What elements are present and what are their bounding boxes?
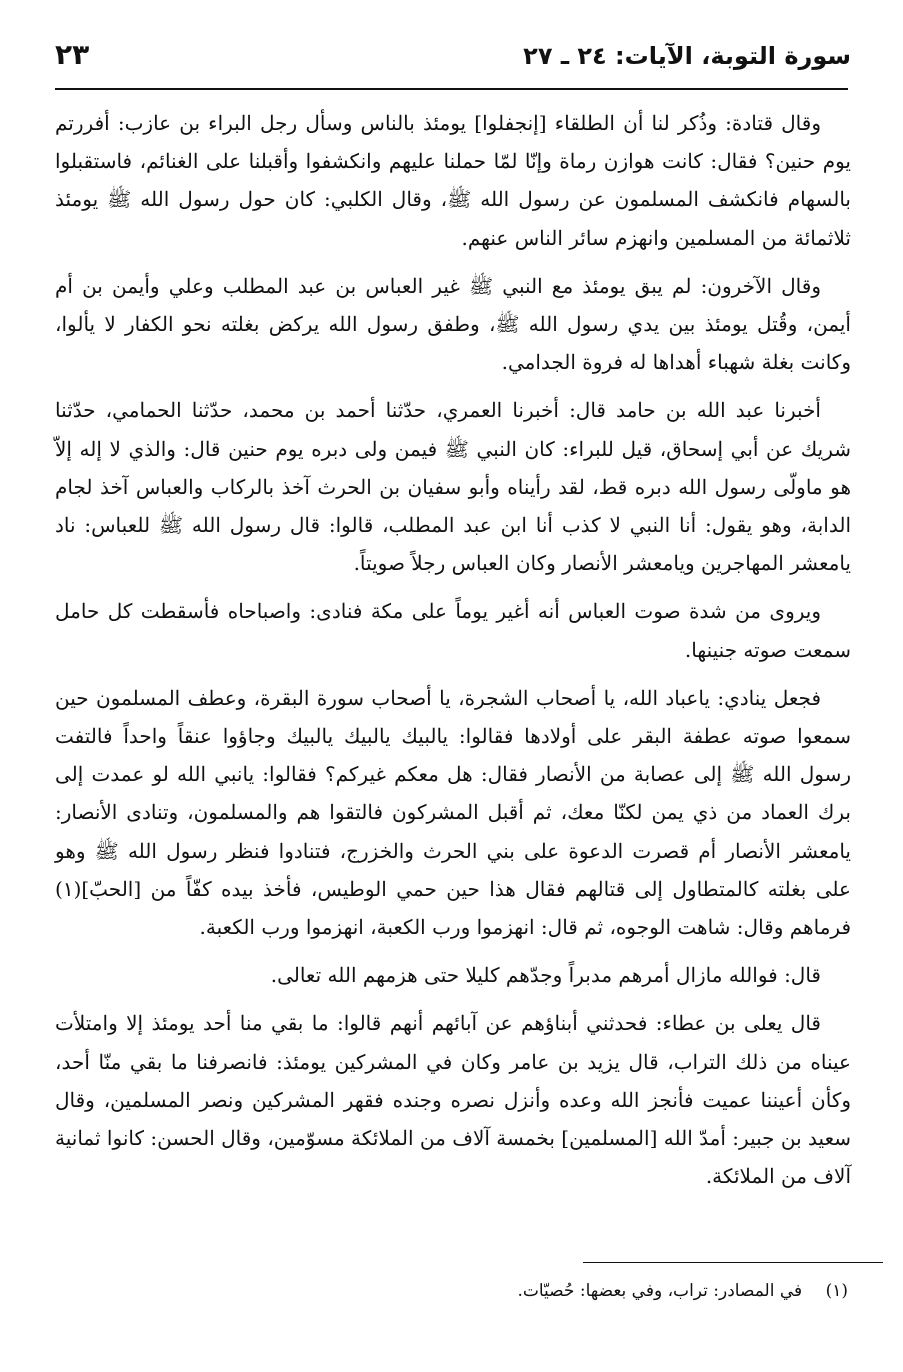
paragraph-call: فجعل ينادي: ياعباد الله، يا أصحاب الشجرة، يا أصحاب سورة البقرة، وعطف المسلمون حين سمعوا صوته عطفة البقر على أولادها فقالوا: يالبيك يالبيك يالبيك وجاؤوا عنقاً واحداً فالتفت رسول الله ﷺ إلى عصابة من الأنصار فقال: هل معكم غيركم؟ فقالوا: يانبي الله لو عمدت إلى برك العماد من ذي يمن لكنّا معك، ثم أقبل المشركون فالتقوا هم والمسلمون، وتنادى الأنصار: يامعشر الأنصار أم قصرت الدعوة على بني الحرث والخزرج، فتنادوا فنظر رسول الله ﷺ وهو على بغلته كالمتطاول إلى قتالهم فقال هذا حين حمي الوطيس، فأخذ بيده كفّاً من [الحبّ](١) فرماهم وقال: شاهت الوجوه، ثم قال: انهزموا ورب الكعبة، انهزموا ورب الكعبة. bbox=[55, 685, 851, 940]
page-number: ٢٣ bbox=[55, 38, 90, 71]
paragraph-abbas-voice: ويروى من شدة صوت العباس أنه أغير يوماً على مكة فنادى: واصباحاه فأسقطت كل حامل سمعت صوته جنينها. bbox=[55, 599, 851, 662]
footnote-text: في المصادر: تراب، وفي بعضها: حُصيّات. bbox=[517, 1281, 803, 1301]
paragraph-isnad: أخبرنا عبد الله بن حامد قال: أخبرنا العمري، حدّثنا أحمد بن محمد، حدّثنا الحمامي، حدّثنا شريك عن أبي إسحاق، قيل للبراء: كان النبي ﷺ فيمن ولى دبره يوم حنين قال: والذي لا إله إلاّ هو ماولّى رسول الله دبره قط، لقد رأيناه وأبو سفيان بن الحرث آخذ بالركاب والعباس آخذ لجام الدابة، وهو يقول: أنا النبي لا كذب أنا ابن عبد المطلب، قالوا: قال رسول الله ﷺ للعباس: ناد يامعشر المهاجرين ويامعشر الأنصار وكان العباس رجلاً صويتاً. bbox=[55, 398, 851, 576]
main-text bbox=[55, 104, 851, 1205]
footnote-number: (١) bbox=[825, 1281, 848, 1301]
header-divider bbox=[55, 88, 848, 90]
paragraph-yala: قال يعلى بن عطاء: فحدثني أبناؤهم عن آبائهم أنهم قالوا: ما بقي منا أحد يومئذ إلا وامتلأت عيناه من ذلك التراب، قال يزيد بن عامر وكان في المشركين يومئذ: فانصرفنا ما بقي منّا أحد، وكأن أعيننا عميت فأنجز الله وعده وأنزل نصره وجنده فقهر المشركين ونصر المسلمين، وقال سعيد بن جبير: أمدّ الله [المسلمين] بخمسة آلاف من الملائكة مسوّمين، وقال الحسن: كانوا ثمانية آلاف من الملائكة. bbox=[55, 1011, 851, 1189]
footnote bbox=[55, 1276, 848, 1306]
footnote-divider bbox=[583, 1262, 883, 1263]
running-title: سورة التوبة، الآيات: ٢٤ ـ ٢٧ bbox=[523, 42, 851, 70]
paragraph-qatada: وقال قتادة: وذُكر لنا أن الطلقاء [إنجفلوا] يومئذ بالناس وسأل رجل البراء بن عازب: أفررتم يوم حنين؟ فقال: كانت هوازن رماة وإنّا لمّا حملنا عليهم وانكشفوا وأقبلنا على الغنائم، فاستقبلوا بالسهام فانكشف المسلمون عن رسول الله ﷺ، وقال الكلبي: كان حول رسول الله ﷺ يومئذ ثلاثمائة من المسلمين وانهزم سائر الناس عنهم. bbox=[55, 111, 851, 250]
page-header bbox=[55, 36, 851, 86]
paragraph-oath: قال: فوالله مازال أمرهم مدبراً وجدّهم كليلا حتى هزمهم الله تعالى. bbox=[270, 963, 821, 988]
paragraph-akharun: وقال الآخرون: لم يبق يومئذ مع النبي ﷺ غير العباس بن عبد المطلب وعلي وأيمن بن أم أيمن، وقُتل يومئذ بين يدي رسول الله ﷺ، وطفق رسول الله يركض بغلته نحو الكفار لا يألوا، وكانت بغلة شهباء أهداها له فروة الجدامي. bbox=[55, 273, 851, 375]
